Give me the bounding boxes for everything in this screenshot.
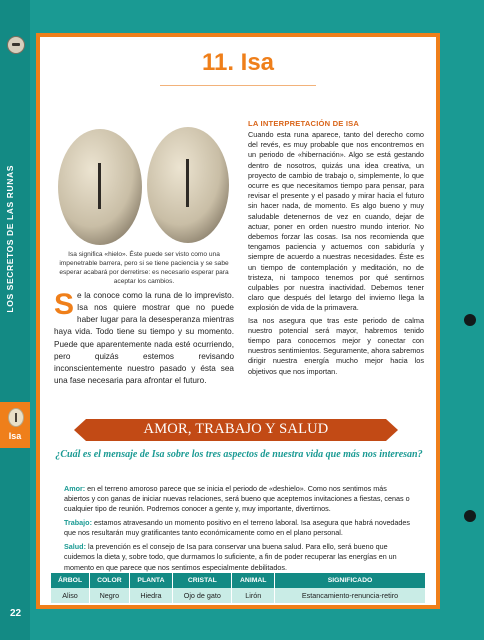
- binder-hole-top: [464, 314, 476, 326]
- aspect-text: la prevención es el consejo de Isa para conservar una buena salud. Para ello, será bueno que cuidemos la dieta y, sobre todo, que durmamos lo suficiente, a fin de poder recuperar las energías en un momento en que parece que nos sentimos especialmente debilitados.: [64, 542, 397, 572]
- aspect-love: [64, 484, 412, 514]
- sidebar: [0, 0, 30, 640]
- table-header: ÁRBOL: [51, 573, 90, 588]
- intro-paragraph: [54, 290, 234, 387]
- image-caption: Isa significa «hielo». Éste puede ser visto como una impenetrable barrera, pero si se tiene paciencia y se sabe esperar acabará por derretirse: es necesario esperar para aceptar los cambios.: [59, 251, 229, 285]
- aspect-text: en el terreno amoroso parece que se inicia el periodo de «deshielo». Como nos sentimos más abiertos y con ganas de iniciar nuevas relaciones, será bueno que aceptemos invitaciones a fiestas, cenas o cualquier tipo de reunión. Podremos conocer a gente y, muy importante, divertirnos.: [64, 484, 410, 514]
- table-header: ANIMAL: [232, 573, 275, 588]
- rune-tab-label: Isa: [8, 431, 22, 441]
- aspect-work: [64, 518, 412, 538]
- table-header: CRISTAL: [173, 573, 232, 588]
- rune-mark-right: [186, 159, 189, 207]
- question-heading: ¿Cuál es el mensaje de Isa sobre los tres aspectos de nuestra vida que más nos interesan?: [55, 449, 423, 460]
- table-cell: Hiedra: [129, 588, 173, 603]
- section-header: LOS SECRETOS DE LAS RUNAS: [5, 165, 15, 313]
- interpretation-heading: LA INTERPRETACIÓN DE ISA: [248, 119, 360, 128]
- table-row: [51, 588, 426, 603]
- aspect-label: Amor:: [64, 484, 86, 493]
- aspect-label: Salud:: [64, 542, 86, 552]
- table-header: PLANTA: [129, 573, 173, 588]
- rune-mark-left: [98, 163, 101, 209]
- isa-rune-icon: [8, 408, 24, 427]
- table-header: SIGNIFICADO: [275, 573, 426, 588]
- correspondence-table: [50, 573, 426, 603]
- aspects-list: [64, 484, 412, 577]
- interpretation-paragraph: Cuando esta runa aparece, tanto del derecho como del revés, es muy probable que nos encontremos en un periodo de «hibernación». Algo se está gestando dentro de nosotros, quizás una idea creativa, un proyecto de cambio de trabajo o, simplemente, lo que ocurre es que necesitamos tiempo para pensar, para revisar el presente y el pasado y mirar hacia el futuro sin hacer nada, de momento. Es algo bueno y muy saludable detenernos de vez en cuando, dejar de actuar, poner en orden nuestro mundo interior. No debemos forzar las cosas. Isa nos recomienda que tengamos paciencia y actuemos con sabiduría y siempre de acuerdo a nuestras necesidades. Éste es un tiempo de contemplación y meditación, no de tristeza, ni tampoco tenemos por qué sentirnos culpables por nuestra inactividad. Debemos tener claro que después del letargo del invierno llega la explosión de vida de la primavera.: [248, 130, 424, 313]
- table-cell: Aliso: [51, 588, 90, 603]
- aspect-text: estamos atravesando un momento positivo en el terreno laboral. Isa asegura que habrá novedades que nos resultarán muy gratificantes tanto económicamente como en el plano personal.: [64, 518, 411, 538]
- drop-cap: S: [54, 288, 75, 321]
- table-header: COLOR: [90, 573, 130, 588]
- intro-text: e la conoce como la runa de lo imprevisto. Isa nos quiere mostrar que no puede haber lugar para la desesperanza mientras haya vida. Todo tiene su tiempo y su momento. Puede que aparentemente nada esté ocurriendo, pero quizás estemos revisando inconscientemente nuestro pasado y ésta sea una fase necesaria para afrontar el futuro.: [54, 291, 234, 385]
- banner-title: AMOR, TRABAJO Y SALUD: [143, 421, 329, 437]
- page-content: [36, 33, 440, 609]
- table-cell: Negro: [90, 588, 130, 603]
- interpretation-text: [248, 130, 424, 379]
- table-cell: Estancamiento-renuncia-retiro: [275, 588, 426, 603]
- table-cell: Lirón: [232, 588, 275, 603]
- page-number: 22: [10, 608, 22, 619]
- table-cell: Ojo de gato: [173, 588, 232, 603]
- section-banner: [86, 419, 386, 441]
- isa-rune-stones-image: [54, 115, 234, 251]
- table-header-row: [51, 573, 426, 588]
- aspect-label: Trabajo:: [64, 518, 92, 528]
- rune-tab: [0, 402, 30, 448]
- binder-hole-bottom: [464, 510, 476, 522]
- title-divider: [160, 85, 316, 86]
- rune-stone-icon: [7, 36, 25, 54]
- aspect-health: [64, 542, 412, 572]
- interpretation-paragraph: Isa nos asegura que tras este periodo de calma nuestro potencial será mayor, habremos tenido tiempo para conocernos mejor y conectar con nuestros sentimientos. Seguramente, ahora sabremos dirigir nuestra energía mucho mejor hacia los objetivos que nos importan.: [248, 315, 424, 376]
- page-title: 11. Isa: [201, 49, 275, 76]
